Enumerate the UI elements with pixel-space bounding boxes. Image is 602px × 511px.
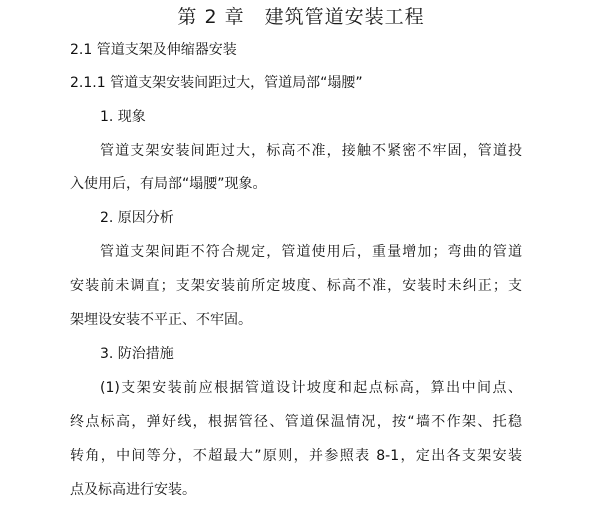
subsection-heading: 2.1.1 管道支架安装间距过大，管道局部“塌腰” — [70, 75, 363, 91]
paragraph-line: 管道支架安装间距过大，标高不准，接触不紧密不牢固，管道投 — [100, 143, 522, 159]
chapter-number: 第 2 章 — [177, 6, 245, 28]
item-heading-cause: 2. 原因分析 — [100, 210, 174, 226]
item-heading-prevention: 3. 防治措施 — [100, 346, 174, 362]
paragraph-line: 点及标高进行安装。 — [70, 482, 196, 498]
paragraph-line: 入使用后，有局部“塌腰”现象。 — [70, 176, 267, 192]
section-heading: 2.1 管道支架及伸缩器安装 — [70, 42, 237, 58]
paragraph-line: 终点标高，弹好线，根据管径、管道保温情况，按“墙不作架、托稳 — [70, 414, 522, 430]
paragraph-line: 架埋设安装不平正、不牢固。 — [70, 312, 252, 328]
paragraph-line: 管道支架间距不符合规定，管道使用后，重量增加；弯曲的管道 — [100, 244, 522, 260]
item-heading-phenomenon: 1. 现象 — [100, 109, 146, 125]
paragraph-line: 安装前未调直；支架安装前所定坡度、标高不准，安装时未纠正；支 — [70, 278, 522, 294]
paragraph-line: (1)支架安装前应根据管道设计坡度和起点标高，算出中间点、 — [100, 380, 522, 396]
paragraph-line: 转角，中间等分，不超最大”原则，并参照表 8-1，定出各支架安装 — [70, 448, 522, 464]
chapter-title — [0, 4, 602, 30]
chapter-name: 建筑管道安装工程 — [264, 6, 425, 28]
